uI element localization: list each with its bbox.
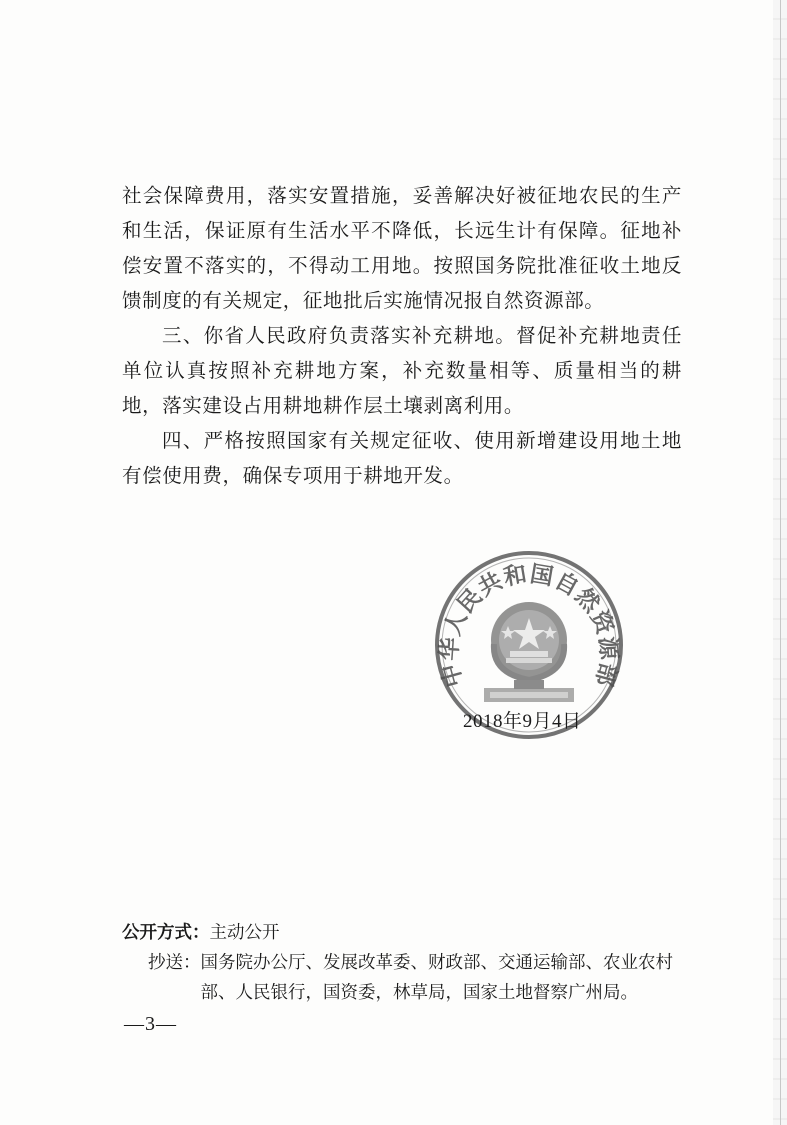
document-footer xyxy=(122,918,702,1008)
cc-row xyxy=(122,948,702,1008)
disclosure-value: 主动公开 xyxy=(209,923,280,943)
cc-label: 抄送： xyxy=(148,953,201,973)
cc-recipients: 国务院办公厅、发展改革委、财政部、交通运输部、农业农村部、人民银行，国资委，林草局，国家土地督察广州局。 xyxy=(200,953,673,1003)
scan-edge-line xyxy=(780,0,781,1125)
seal-text: 中华人民共和国自然资源部 xyxy=(436,561,622,690)
paragraph-three: 三、你省人民政府负责落实补充耕地。督促补充耕地责任单位认真按照补充耕地方案，补充数量相等、质量相当的耕地，落实建设占用耕地耕作层土壤剥离利用。 xyxy=(122,324,682,417)
disclosure-label: 公开方式： xyxy=(122,923,210,943)
document-body xyxy=(122,178,682,493)
paragraph-continuation: 社会保障费用，落实安置措施，妥善解决好被征地农民的生产和生活，保证原有生活水平不降低，长远生计有保障。征地补偿安置不落实的，不得动工用地。按照国务院批准征收土地反馈制度的有关规定，征地批后实施情况报自然资源部。 xyxy=(122,184,682,312)
disclosure-row xyxy=(122,918,702,948)
page-number: —3— xyxy=(124,1013,177,1035)
national-emblem-icon xyxy=(491,602,567,689)
paragraph-four: 四、严格按照国家有关规定征收、使用新增建设用地土地有偿使用费，确保专项用于耕地开发。 xyxy=(122,429,682,487)
issue-date: 2018年9月4日 xyxy=(463,711,582,732)
